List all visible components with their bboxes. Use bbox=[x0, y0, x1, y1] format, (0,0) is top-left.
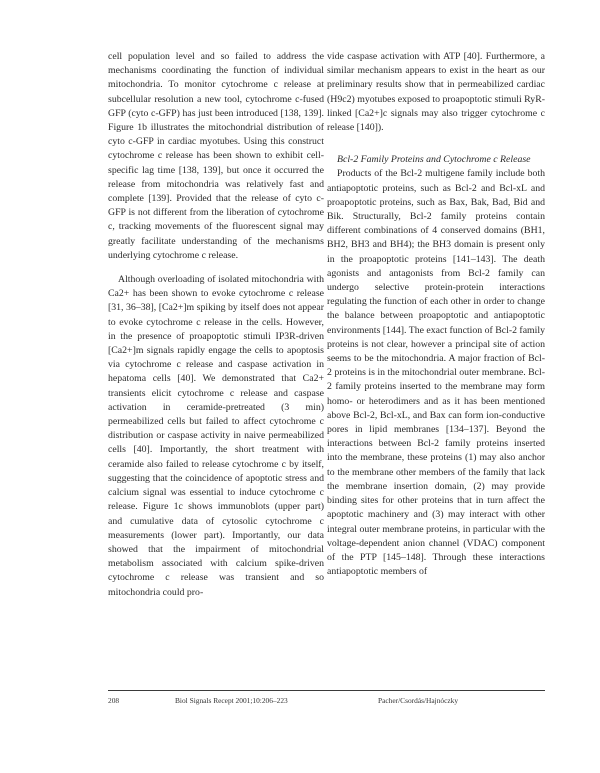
footer-rule bbox=[108, 690, 545, 691]
journal-citation: Biol Signals Recept 2001;10:206–223 bbox=[175, 696, 288, 705]
paragraph: Although overloading of isolated mitochondria with Ca2+ has been shown to evoke cytochrome c release [31, 36–38], [Ca2+]m spiking by itself does not appear to evoke cytochrome c release in the cells. However, in the presence of proapoptotic stimuli IP3R-driven [Ca2+]m signals rapidly engage the cells to apoptosis via cytochrome c release and caspase activation in hepatoma cells [40]. We demonstrated that Ca2+ transients elicit cytochrome c release and caspase activation in ceramide-pretreated (3 min) permeabilized cells but failed to affect cytochrome c distribution or caspase activity in naive permeabilized cells [40]. Importantly, the short treatment with ceramide also failed to release cytochrome c by itself, suggesting that the coincidence of apoptotic stress and calcium signal was essential to induce cytochrome c release. Figure 1c shows immunoblots (upper part) and cumulative data of cytosolic cytochrome c measurements (lower part). Importantly, our data showed that the impairment of mitochondrial metabolism associated with calcium spike-driven cytochrome c release was transient and so mitochondria could pro- bbox=[108, 274, 324, 598]
page-number: 208 bbox=[108, 696, 120, 705]
paragraph: cell population level and so failed to address the mechanisms coordinating the function of individual mitochondria. To monitor cytochrome c release at subcellular resolution a new tool, cytochrome c-fused GFP (cyto c-GFP) has just been introduced [138, 139]. Figure 1b illustrates the mitochondrial distribution of cyto c-GFP in cardiac myotubes. Using this construct cytochrome c release has been shown to exhibit cell-specific lag time [138, 139], but once it occurred the release from mitochondria was relatively fast and complete [139]. Provided that the release of cyto c-GFP is not different from the liberation of cytochrome c, tracking movements of the fluorescent signal may greatly facilitate understanding of the mechanisms underlying cytochrome c release. bbox=[108, 51, 324, 261]
running-authors: Pacher/Csordás/Hajnóczky bbox=[378, 696, 459, 705]
paragraph: Products of the Bcl-2 multigene family include both antiapoptotic proteins, such as Bcl-2 and Bcl-xL and proapoptotic proteins, such as Bax, Bak, Bad, Bid and Bik. Structurally, Bcl-2 family proteins contain different combinations of 4 conserved domains (BH1, BH2, BH3 and BH4); the BH3 domain is present only in the proapoptotic proteins [141–143]. The death agonists and antagonists from Bcl-2 family can undergo selective protein-protein interactions regulating the function of each other in order to change the balance between proapoptotic and antiapoptotic environments [144]. The exact function of Bcl-2 family proteins is not clear, however a principal site of action seems to be the mitochondria. A major fraction of Bcl-2 proteins is in the mitochondrial outer membrane. Bcl-2 family proteins inserted to the membrane may form homo- or heterodimers and as it has been mentioned above Bcl-2, Bcl-xL, and Bax can form ion-conductive pores in lipid membranes [134–137]. Beyond the interactions between Bcl-2 family proteins inserted into the membrane, these proteins (1) may also anchor to the membrane other members of the family that lack the membrane insertion domain, (2) may provide binding sites for other proteins that in turn affect the apoptotic machinery and (3) may interact with other integral outer membrane proteins, in particular with the voltage-dependent anion channel (VDAC) component of the PTP [145–148]. Through these interactions antiapoptotic members of bbox=[327, 168, 546, 578]
right-text-column bbox=[327, 50, 545, 579]
section-heading: Bcl-2 Family Proteins and Cytochrome c Release bbox=[337, 154, 531, 166]
left-text-column bbox=[108, 50, 324, 600]
paragraph: vide caspase activation with ATP [40]. Furthermore, a similar mechanism appears to exist in the heart as our preliminary results show that in permeabilized cardiac (H9c2) myotubes exposed to proapoptotic stimuli RyR-linked [Ca2+]c signals may also trigger cytochrome c release [140]). bbox=[327, 51, 545, 134]
